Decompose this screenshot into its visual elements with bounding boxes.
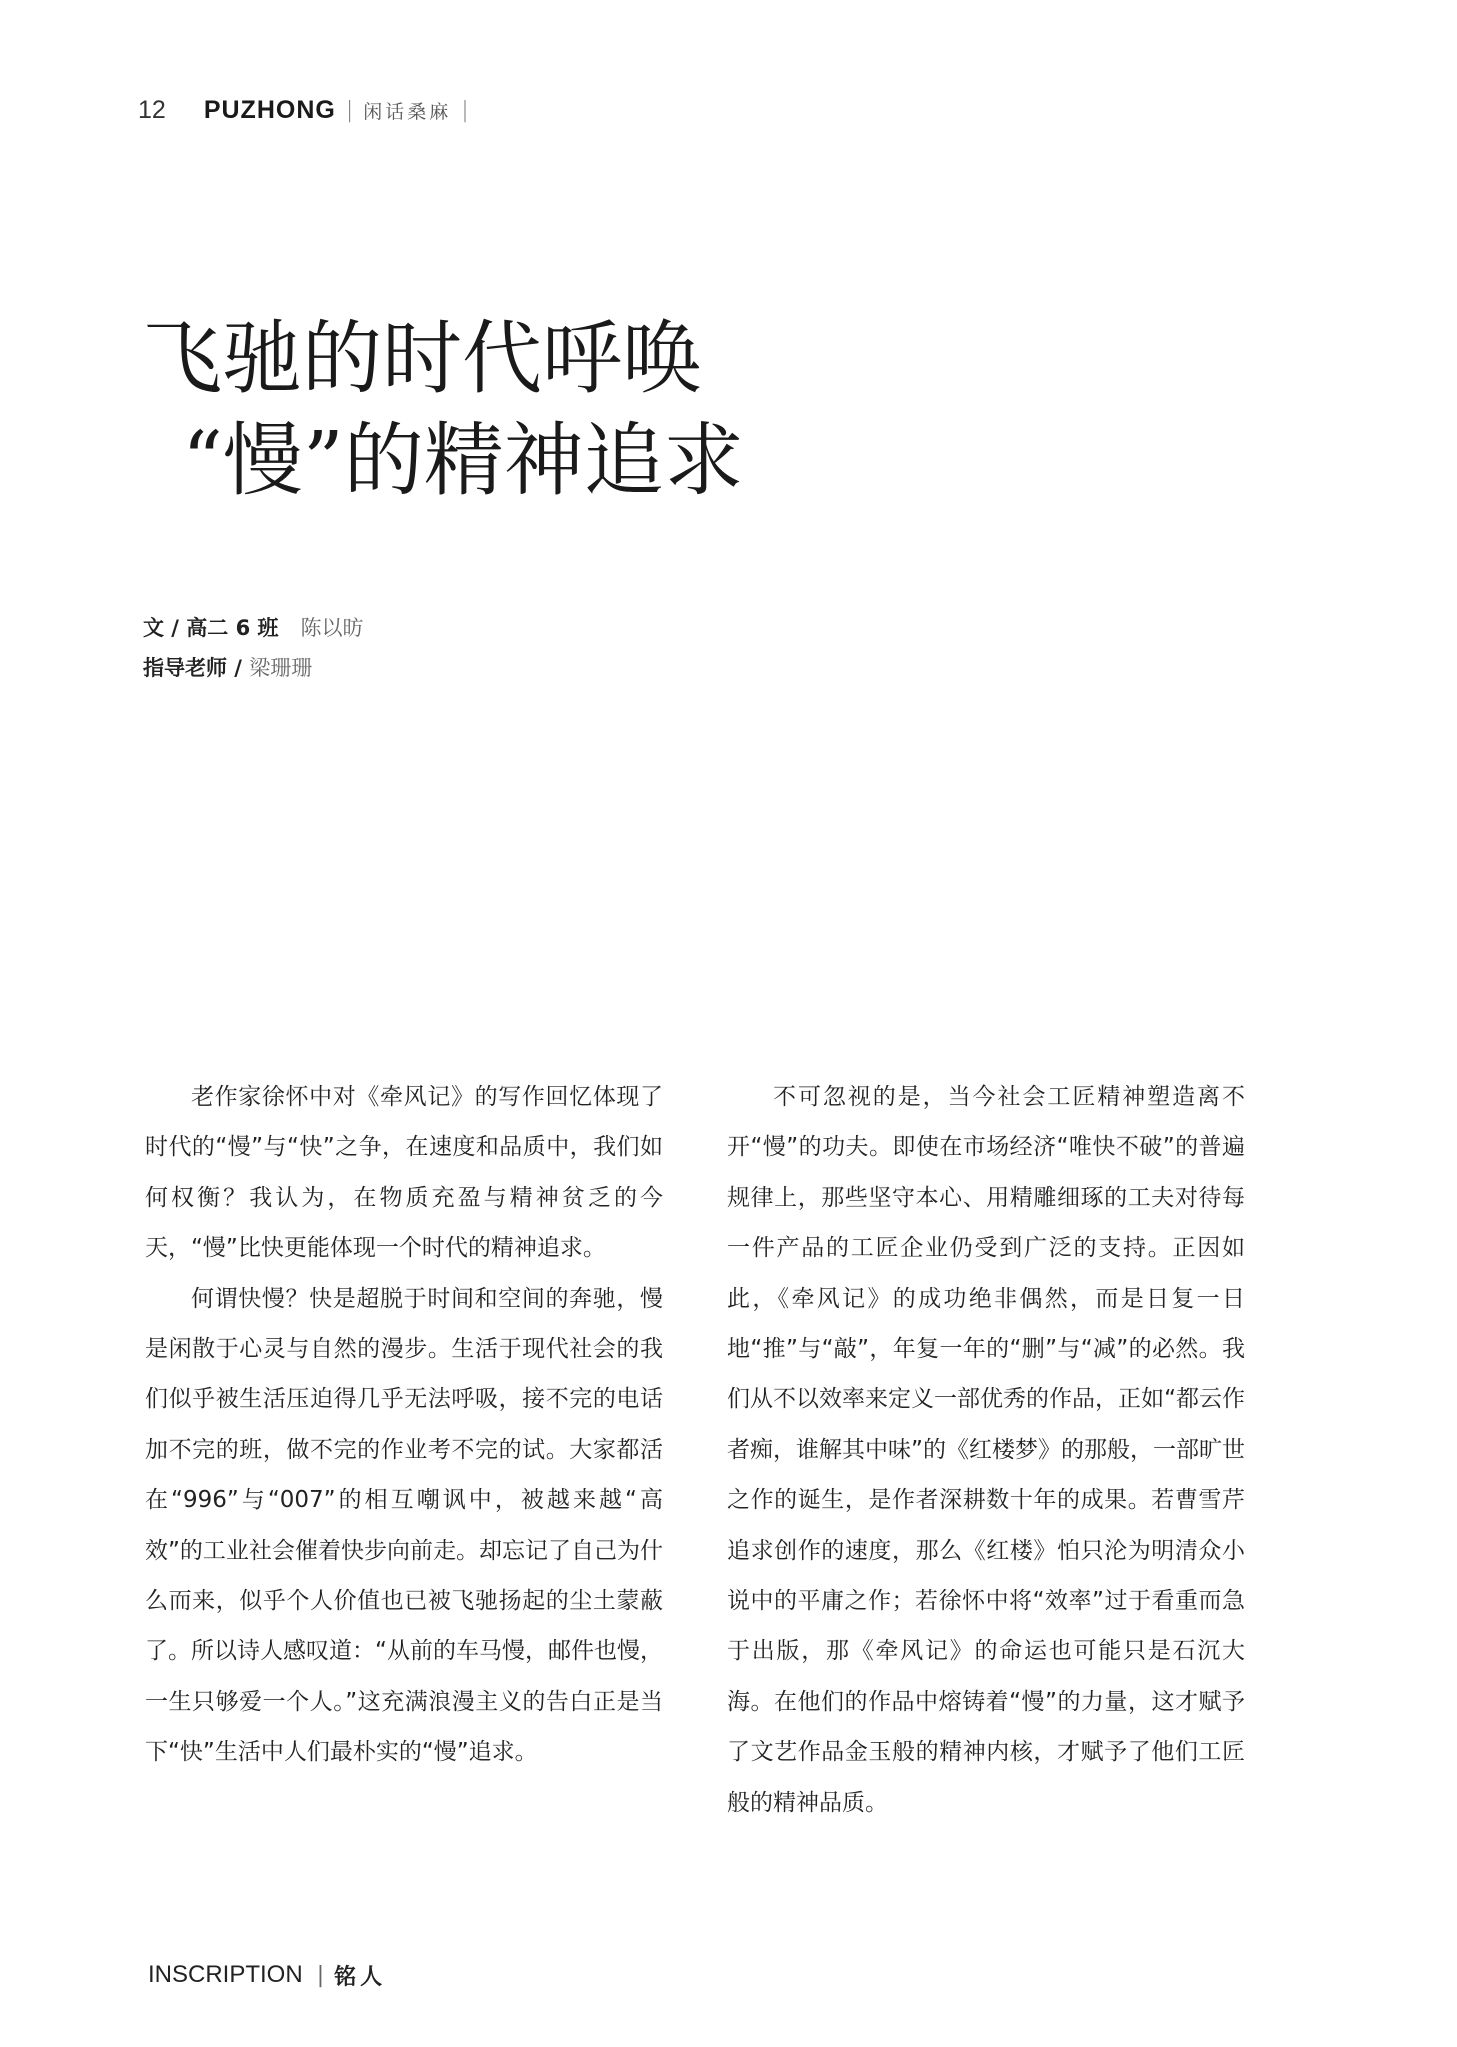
teacher-label: 指导老师 / (143, 656, 250, 680)
author-label: 文 / 高二 6 班 (143, 616, 279, 640)
article-title-line-2: “慢”的精神追求 (182, 414, 744, 507)
page-footer (148, 1958, 386, 1992)
footer-separator: | (316, 1962, 325, 1988)
body-column-left (145, 1072, 663, 1778)
body-column-right (727, 1072, 1245, 1828)
teacher-name: 梁珊珊 (249, 656, 313, 680)
paragraph: 不可忽视的是，当今社会工匠精神塑造离不开“慢”的功夫。即使在市场经济“唯快不破”的普遍规律上，那些坚守本心、用精雕细琢的工夫对待每一件产品的工匠企业仍受到广泛的支持。正因如此，《牵风记》的成功绝非偶然，而是日复一日地“推”与“敲”，年复一年的“删”与“减”的必然。我们从不以效率来定义一部优秀的作品，正如“都云作者痴，谁解其中味”的《红楼梦》的那般，一部旷世之作的诞生，是作者深耕数十年的成果。若曹雪芹追求创作的速度，那么《红楼》怕只沦为明清众小说中的平庸之作；若徐怀中将“效率”过于看重而急于出版，那《牵风记》的命运也可能只是石沉大海。在他们的作品中熔铸着“慢”的力量，这才赋予了文艺作品金玉般的精神内核，才赋予了他们工匠般的精神品质。 (727, 1084, 1245, 1816)
byline (143, 608, 364, 688)
footer-label-cn: 铭人 (334, 1964, 387, 1990)
article-title-line-1: 飞驰的时代呼唤 (142, 312, 702, 405)
author-name: 陈以昉 (300, 616, 364, 640)
page-number: 12 (138, 95, 166, 124)
article-title (142, 308, 744, 512)
page-header (138, 92, 479, 128)
magazine-brand: PUZHONG (203, 95, 336, 124)
header-separator-left: | (345, 97, 354, 123)
teacher-line (143, 648, 364, 688)
paragraph: 老作家徐怀中对《牵风记》的写作回忆体现了时代的“慢”与“快”之争，在速度和品质中，我们如何权衡？我认为，在物质充盈与精神贫乏的今天，“慢”比快更能体现一个时代的精神追求。 (145, 1084, 663, 1262)
column-name: 闲话桑麻 (363, 100, 452, 123)
paragraph: 何谓快慢？快是超脱于时间和空间的奔驰，慢是闲散于心灵与自然的漫步。生活于现代社会的我们似乎被生活压迫得几乎无法呼吸，接不完的电话加不完的班，做不完的作业考不完的试。大家都活在“996”与“007”的相互嘲讽中，被越来越“高效”的工业社会催着快步向前走。却忘记了自己为什么而来，似乎个人价值也已被飞驰扬起的尘土蒙蔽了。所以诗人感叹道：“从前的车马慢，邮件也慢，一生只够爱一个人。”这充满浪漫主义的告白正是当下“快”生活中人们最朴实的“慢”追求。 (145, 1285, 663, 1766)
author-line (143, 608, 364, 648)
footer-label-en: INSCRIPTION (148, 1961, 303, 1988)
header-separator-right: | (461, 97, 469, 123)
